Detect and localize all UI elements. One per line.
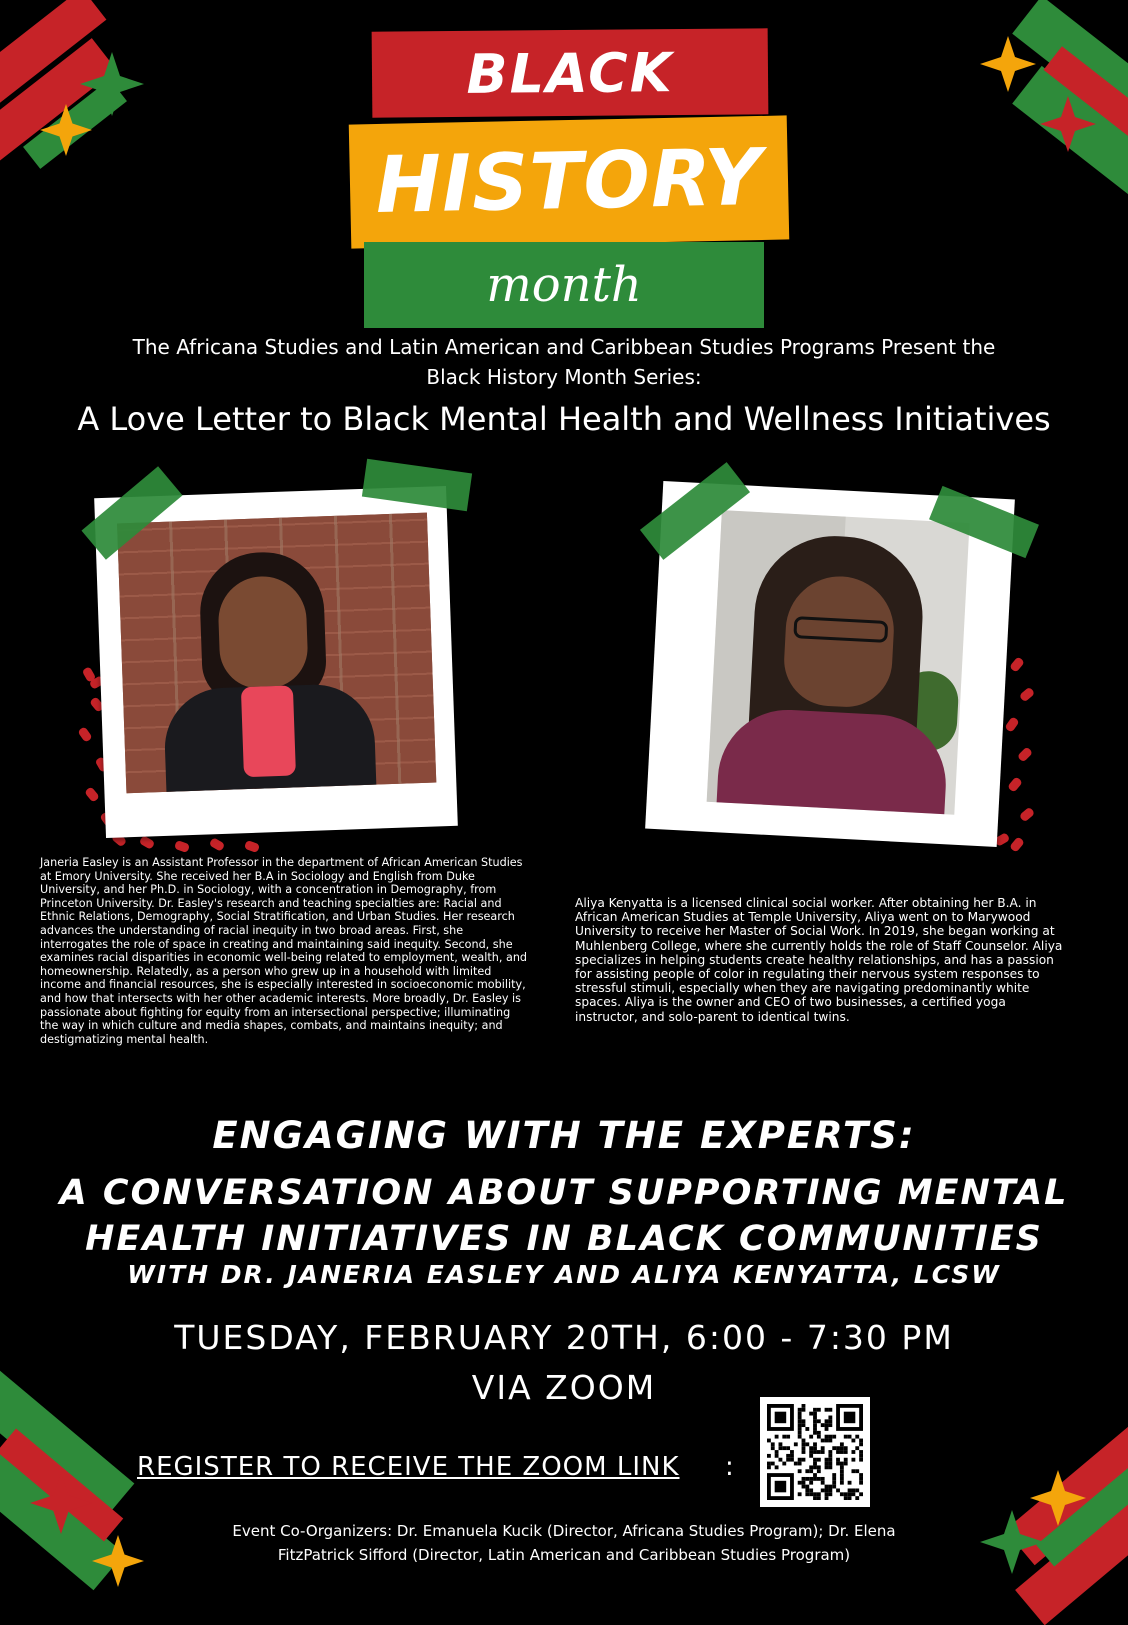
dot bbox=[77, 726, 92, 743]
star-icon bbox=[980, 36, 1036, 92]
event-location: VIA ZOOM bbox=[471, 1368, 657, 1407]
banner-line-month: month bbox=[364, 242, 764, 328]
star-icon bbox=[1040, 96, 1096, 152]
dot bbox=[1019, 687, 1036, 703]
qr-code[interactable] bbox=[760, 1397, 870, 1507]
speaker-bio-kenyatta: Aliya Kenyatta is a licensed clinical social worker. After obtaining her B.A. in African American Studies at Temple University, Aliya went on to Marywood University to receive her Master of Social Work. In 2019, she began working at Muhlenberg College, where she currently holds the role of Staff Counselor. Aliya specializes in helping students create healthy relationships, and has a passion for assisting people of color in regulating their nervous system responses to stressful stimuli, especially when they are navigating predominantly white spaces. Aliya is the owner and CEO of two businesses, a certified yoga instructor, and solo-parent to identical twins. bbox=[575, 896, 1063, 1024]
event-speakers: WITH DR. JANERIA EASLEY AND ALIYA KENYATTA, LCSW bbox=[127, 1260, 1001, 1289]
star-icon bbox=[40, 104, 92, 156]
event-title: ENGAGING WITH THE EXPERTS: bbox=[212, 1114, 916, 1157]
portrait-image bbox=[117, 513, 436, 794]
star-icon bbox=[92, 1535, 144, 1587]
star-icon bbox=[30, 1472, 92, 1534]
qr-code-icon bbox=[760, 1397, 870, 1507]
series-subtitle: A Love Letter to Black Mental Health and Wellness Initiatives bbox=[77, 400, 1051, 438]
dot bbox=[1004, 716, 1019, 733]
dot bbox=[209, 837, 226, 852]
dot bbox=[174, 840, 190, 853]
star-icon bbox=[980, 1510, 1044, 1574]
banner-line-history: HISTORY bbox=[349, 115, 790, 248]
register-colon: : bbox=[725, 1452, 734, 1482]
speaker-bio-easley: Janeria Easley is an Assistant Professor in the department of African American Studies at Emory University. She received her B.A in Sociology and English from Duke University, and her Ph.D. in Sociology, with a concentration in Demography, from Princeton University. Dr. Easley's research and teaching specialties are: Racial and Ethnic Relations, Demography, Social Stratification, and Urban Studies. Her research advances the understanding of racial inequity in two broad areas. First, she interrogates the role of space in creating and maintaining said inequity. Second, she examines racial disparities in economic well-being related to employment, wealth, and homeownership. Relatedly, as a person who grew up in a household with limited income and financial resources, she is especially interested in socioeconomic mobility, and how that intersects with her other academic interests. More broadly, Dr. Easley is passionate about fighting for equity from an intersectional perspective; illuminating the way in which culture and media shapes, combats, and maintains inequity; and destigmatizing mental health. bbox=[40, 856, 528, 1046]
dot bbox=[1009, 656, 1025, 673]
dot bbox=[139, 835, 156, 850]
register-link-label[interactable]: REGISTER TO RECEIVE THE ZOOM LINK bbox=[137, 1452, 680, 1482]
intro-text: The Africana Studies and Latin American and Caribbean Studies Programs Present the Black History Month Series: bbox=[132, 335, 996, 389]
dot bbox=[1007, 776, 1023, 793]
dot bbox=[244, 840, 260, 853]
portrait-image bbox=[707, 510, 970, 815]
banner-line-black: BLACK bbox=[372, 28, 769, 117]
event-subtitle: A CONVERSATION ABOUT SUPPORTING MENTAL HEALTH INITIATIVES IN BLACK COMMUNITIES bbox=[59, 1173, 1069, 1259]
event-date: TUESDAY, FEBRUARY 20TH, 6:00 - 7:30 PM bbox=[174, 1318, 954, 1357]
dot bbox=[1019, 807, 1036, 823]
dot bbox=[1009, 836, 1025, 853]
co-organizers: Event Co-Organizers: Dr. Emanuela Kucik (Director, Africana Studies Program); Dr. Elena FitzPatrick Sifford (Director, Latin American and Caribbean Studies Program) bbox=[232, 1522, 896, 1564]
dot bbox=[1017, 746, 1033, 762]
dot bbox=[84, 786, 100, 803]
